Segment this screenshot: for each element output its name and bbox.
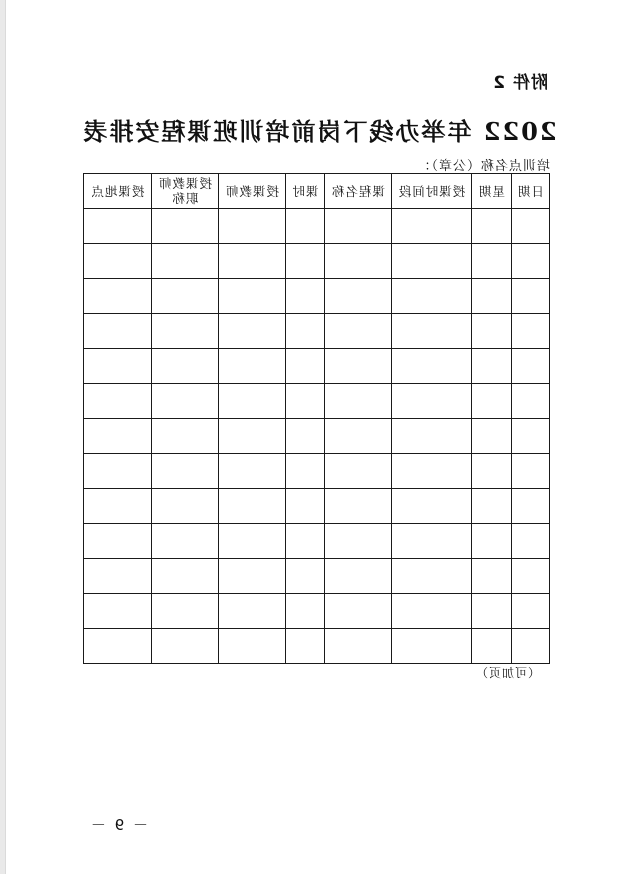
table-cell bbox=[286, 314, 325, 349]
table-cell bbox=[472, 629, 512, 664]
table-row bbox=[84, 489, 550, 524]
table-cell bbox=[152, 489, 219, 524]
table-cell bbox=[472, 559, 512, 594]
table-cell bbox=[325, 384, 392, 419]
table-cell bbox=[219, 419, 286, 454]
table-cell bbox=[472, 384, 512, 419]
table-cell bbox=[152, 524, 219, 559]
table-cell bbox=[84, 279, 152, 314]
table-cell bbox=[325, 524, 392, 559]
table-row bbox=[84, 419, 550, 454]
table-row bbox=[84, 314, 550, 349]
table-row bbox=[84, 559, 550, 594]
table-cell bbox=[512, 384, 550, 419]
table-cell bbox=[152, 629, 219, 664]
table-cell bbox=[286, 279, 325, 314]
table-cell bbox=[219, 244, 286, 279]
table-cell bbox=[512, 559, 550, 594]
table-cell bbox=[219, 384, 286, 419]
table-cell bbox=[512, 594, 550, 629]
table-cell bbox=[84, 524, 152, 559]
table-cell bbox=[512, 349, 550, 384]
table-cell bbox=[286, 244, 325, 279]
table-cell bbox=[152, 559, 219, 594]
table-row bbox=[84, 244, 550, 279]
header-class-hours: 课时 bbox=[286, 174, 325, 209]
header-row bbox=[84, 174, 550, 209]
document-title: 2022 年举办线下岗前培训班课程安排表 bbox=[81, 117, 557, 146]
table-cell bbox=[392, 594, 472, 629]
table-cell bbox=[286, 349, 325, 384]
table-cell bbox=[392, 559, 472, 594]
header-time-slot: 授课时间段 bbox=[392, 174, 472, 209]
table-cell bbox=[325, 209, 392, 244]
table-cell bbox=[84, 349, 152, 384]
table-cell bbox=[325, 454, 392, 489]
table-cell bbox=[325, 594, 392, 629]
table-cell bbox=[219, 559, 286, 594]
schedule-table bbox=[83, 173, 550, 664]
table-cell bbox=[152, 454, 219, 489]
table-row bbox=[84, 454, 550, 489]
table-cell bbox=[392, 314, 472, 349]
table-row bbox=[84, 209, 550, 244]
table-cell bbox=[392, 489, 472, 524]
table-cell bbox=[286, 419, 325, 454]
table-cell bbox=[392, 419, 472, 454]
table-cell bbox=[152, 314, 219, 349]
table-cell bbox=[325, 629, 392, 664]
table-row bbox=[84, 349, 550, 384]
header-teacher: 授课教师 bbox=[219, 174, 286, 209]
addable-pages-note: （可加页） bbox=[474, 666, 540, 680]
table-cell bbox=[325, 349, 392, 384]
table-cell bbox=[392, 209, 472, 244]
table-cell bbox=[472, 454, 512, 489]
table-body bbox=[84, 209, 550, 664]
table-cell bbox=[512, 454, 550, 489]
table-row bbox=[84, 384, 550, 419]
table-cell bbox=[472, 279, 512, 314]
table-cell bbox=[472, 594, 512, 629]
table-cell bbox=[472, 524, 512, 559]
table-cell bbox=[472, 209, 512, 244]
header-weekday: 星期 bbox=[472, 174, 512, 209]
table-cell bbox=[219, 594, 286, 629]
table-row bbox=[84, 594, 550, 629]
table-row bbox=[84, 629, 550, 664]
table-cell bbox=[219, 489, 286, 524]
table-cell bbox=[392, 349, 472, 384]
header-teacher-title: 授课教师职称 bbox=[152, 174, 219, 209]
table-cell bbox=[512, 419, 550, 454]
table-cell bbox=[325, 489, 392, 524]
table-cell bbox=[512, 314, 550, 349]
table-cell bbox=[392, 454, 472, 489]
table-cell bbox=[152, 349, 219, 384]
table-cell bbox=[286, 489, 325, 524]
table-cell bbox=[392, 384, 472, 419]
table-cell bbox=[472, 314, 512, 349]
table-cell bbox=[84, 384, 152, 419]
table-cell bbox=[84, 489, 152, 524]
table-cell bbox=[325, 314, 392, 349]
table-cell bbox=[84, 594, 152, 629]
table-row bbox=[84, 279, 550, 314]
table-cell bbox=[219, 454, 286, 489]
table-cell bbox=[84, 314, 152, 349]
table-cell bbox=[286, 454, 325, 489]
table-cell bbox=[152, 419, 219, 454]
table-cell bbox=[325, 559, 392, 594]
table-cell bbox=[286, 524, 325, 559]
training-site-label: 培训点名称（公章）： bbox=[416, 159, 550, 174]
table-cell bbox=[152, 279, 219, 314]
table-cell bbox=[84, 559, 152, 594]
header-location: 授课地点 bbox=[84, 174, 152, 209]
table-cell bbox=[472, 419, 512, 454]
table-cell bbox=[472, 489, 512, 524]
table-cell bbox=[512, 489, 550, 524]
table-cell bbox=[152, 244, 219, 279]
table-cell bbox=[286, 594, 325, 629]
table-cell bbox=[286, 629, 325, 664]
table-cell bbox=[219, 349, 286, 384]
table-cell bbox=[325, 244, 392, 279]
table-cell bbox=[219, 629, 286, 664]
table-cell bbox=[152, 594, 219, 629]
table-cell bbox=[286, 209, 325, 244]
table-cell bbox=[219, 314, 286, 349]
table-cell bbox=[152, 209, 219, 244]
table-cell bbox=[392, 244, 472, 279]
table-cell bbox=[512, 244, 550, 279]
table-cell bbox=[286, 559, 325, 594]
table-cell bbox=[84, 629, 152, 664]
table-cell bbox=[219, 279, 286, 314]
table-cell bbox=[392, 524, 472, 559]
table-cell bbox=[152, 384, 219, 419]
table-cell bbox=[84, 419, 152, 454]
table-cell bbox=[512, 524, 550, 559]
header-date: 日期 bbox=[512, 174, 550, 209]
table-cell bbox=[472, 244, 512, 279]
table-cell bbox=[84, 454, 152, 489]
table-cell bbox=[286, 384, 325, 419]
table-cell bbox=[472, 349, 512, 384]
table-cell bbox=[512, 279, 550, 314]
table-row bbox=[84, 524, 550, 559]
table-cell bbox=[325, 419, 392, 454]
attachment-label: 附件 2 bbox=[492, 73, 548, 93]
table-cell bbox=[392, 279, 472, 314]
table-cell bbox=[325, 279, 392, 314]
table-cell bbox=[392, 629, 472, 664]
table-cell bbox=[512, 209, 550, 244]
table-cell bbox=[219, 209, 286, 244]
table-cell bbox=[84, 244, 152, 279]
header-course-name: 课程名称 bbox=[325, 174, 392, 209]
table-cell bbox=[84, 209, 152, 244]
table-cell bbox=[512, 629, 550, 664]
page-number: － 9 － bbox=[88, 816, 148, 834]
table-cell bbox=[219, 524, 286, 559]
